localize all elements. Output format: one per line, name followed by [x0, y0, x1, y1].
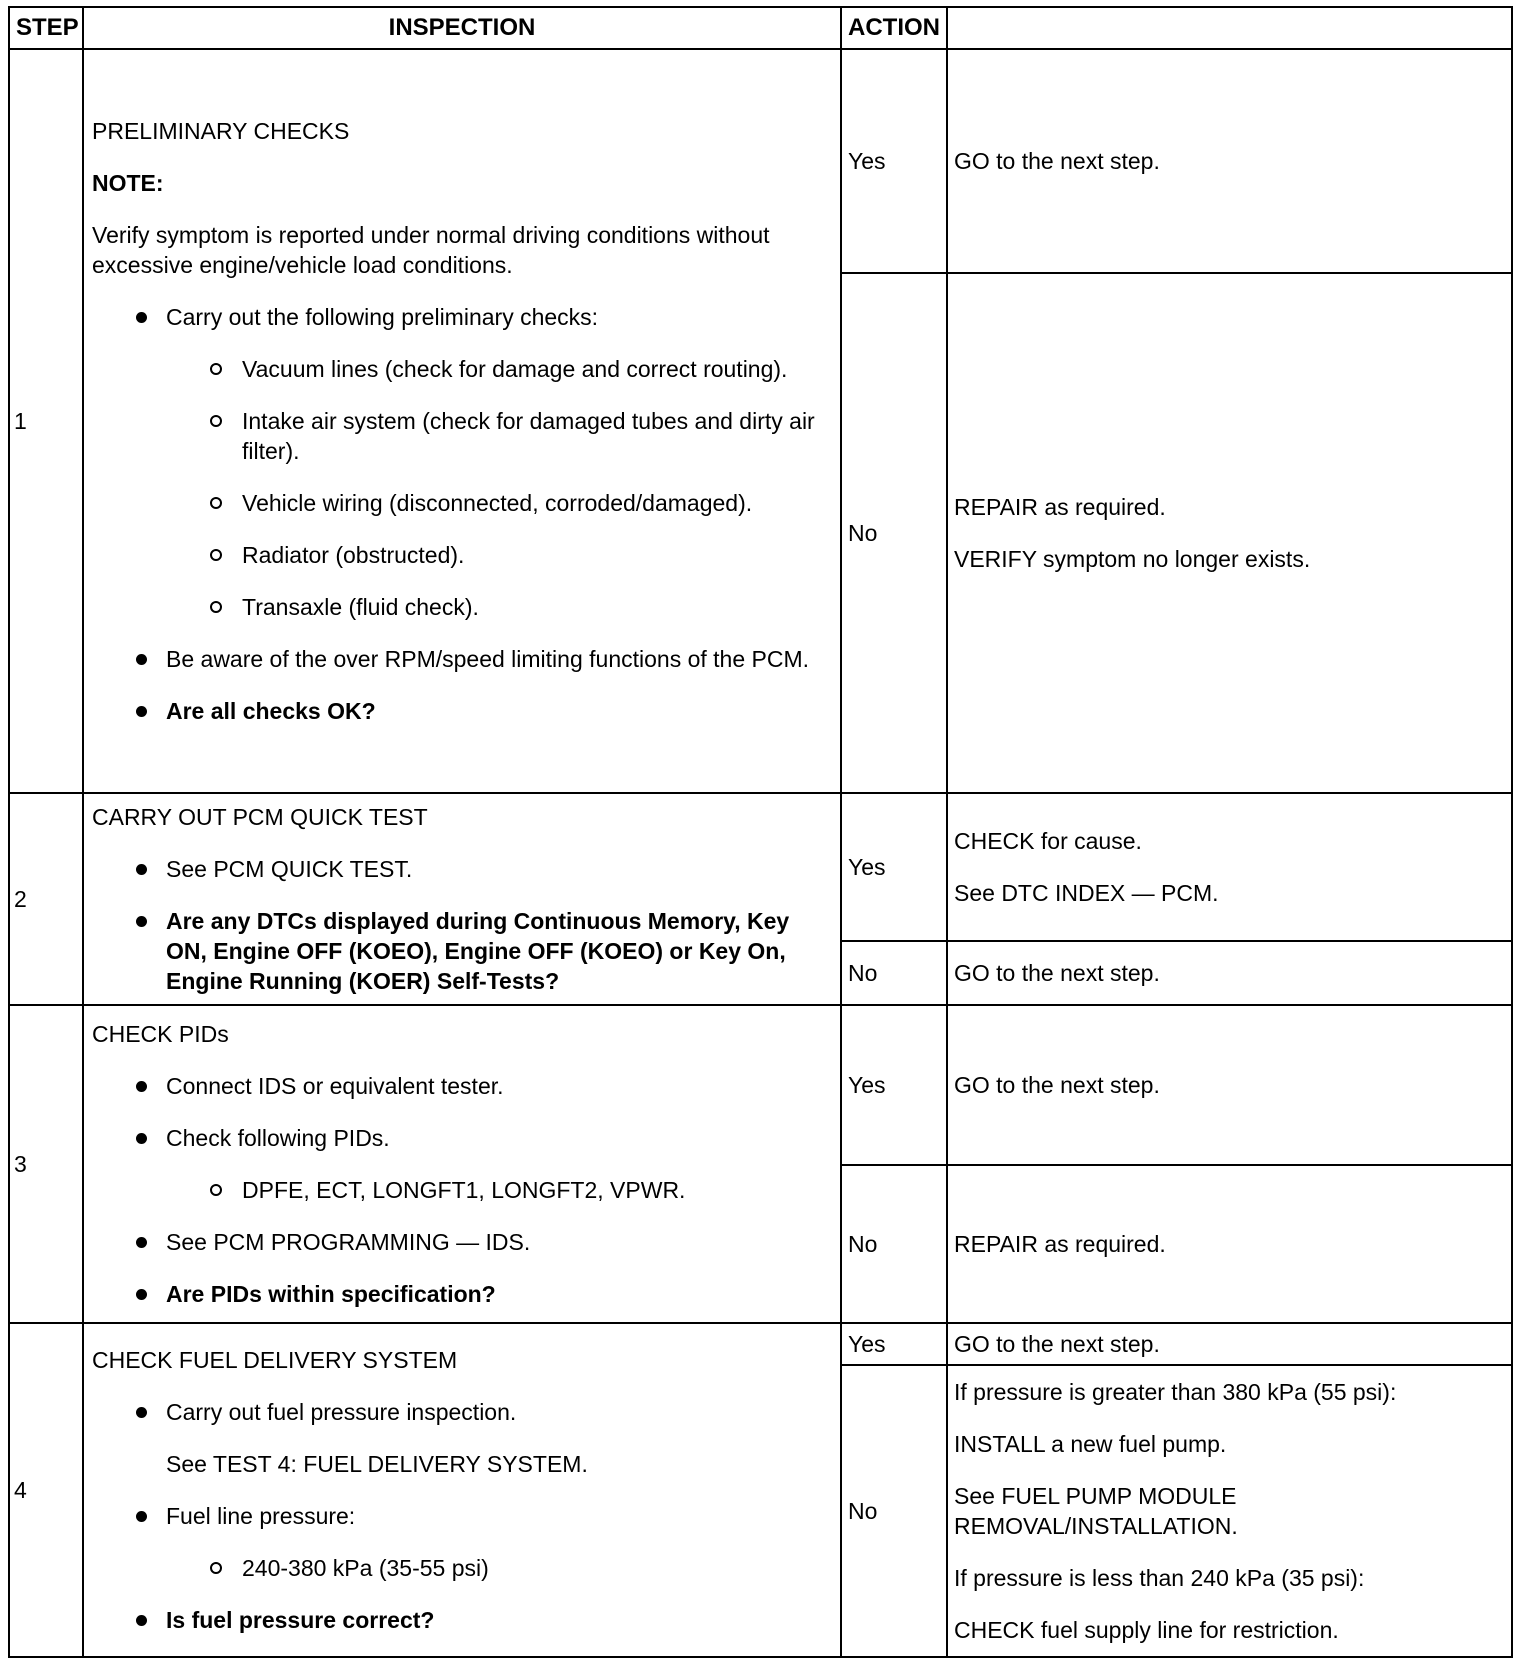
header-step: STEP — [9, 7, 83, 49]
step-1-yes-row — [9, 49, 1512, 273]
step-4-bullet-1-ref: See TEST 4: FUEL DELIVERY SYSTEM. — [166, 1451, 588, 1477]
step-1-no-action-2: VERIFY symptom no longer exists. — [954, 546, 1311, 572]
step-1-note-text: Verify symptom is reported under normal driving conditions without excessive engine/vehicle load conditions. — [92, 222, 770, 278]
step-4-number: 4 — [9, 1323, 83, 1657]
step-2-no-label: No — [841, 941, 947, 1005]
step-3-title: CHECK PIDs — [92, 1021, 229, 1047]
step-4-no-action-3: See FUEL PUMP MODULE REMOVAL/INSTALLATION. — [954, 1483, 1238, 1539]
step-2-inspection — [83, 793, 841, 1005]
step-1-no-label: No — [841, 273, 947, 793]
step-2-no-action: GO to the next step. — [947, 941, 1512, 1005]
step-1-no-action-1: REPAIR as required. — [954, 494, 1166, 520]
step-1-check-2: Intake air system (check for damaged tubes and dirty air filter). — [242, 406, 832, 466]
step-4-bullet-1: Carry out fuel pressure inspection. — [166, 1397, 832, 1427]
step-1-check-3: Vehicle wiring (disconnected, corroded/damaged). — [242, 488, 832, 518]
step-1-note-label: NOTE: — [92, 170, 164, 196]
step-1-number: 1 — [9, 49, 83, 793]
step-3-yes-label: Yes — [841, 1005, 947, 1165]
step-2-yes-label: Yes — [841, 793, 947, 941]
step-4-yes-row — [9, 1323, 1512, 1365]
step-3-no-label: No — [841, 1165, 947, 1323]
step-3-pids: DPFE, ECT, LONGFT1, LONGFT2, VPWR. — [242, 1175, 832, 1205]
step-3-yes-row — [9, 1005, 1512, 1165]
step-3-no-action: REPAIR as required. — [947, 1165, 1512, 1323]
step-4-inspection — [83, 1323, 841, 1657]
header-row — [9, 7, 1512, 49]
step-1-title: PRELIMINARY CHECKS — [92, 118, 350, 144]
step-2-yes-action-1: CHECK for cause. — [954, 828, 1142, 854]
step-4-no-action-5: CHECK fuel supply line for restriction. — [954, 1617, 1339, 1643]
step-4-no-action-4: If pressure is less than 240 kPa (35 psi): — [954, 1565, 1365, 1591]
step-1-bullet-1: Carry out the following preliminary checks: — [166, 302, 832, 332]
step-4-yes-label: Yes — [841, 1323, 947, 1365]
step-4-yes-action: GO to the next step. — [947, 1323, 1512, 1365]
diagnostic-table — [8, 6, 1513, 1658]
step-1-question: Are all checks OK? — [166, 696, 832, 726]
step-2-bullet-1: See PCM QUICK TEST. — [166, 854, 832, 884]
step-1-bullet-2: Be aware of the over RPM/speed limiting functions of the PCM. — [166, 644, 832, 674]
header-inspection: INSPECTION — [83, 7, 841, 49]
step-4-no-action — [947, 1365, 1512, 1657]
step-4-bullet-2: Fuel line pressure: — [166, 1501, 832, 1531]
step-1-check-5: Transaxle (fluid check). — [242, 592, 832, 622]
step-1-yes-label: Yes — [841, 49, 947, 273]
step-1-yes-action: GO to the next step. — [947, 49, 1512, 273]
step-4-no-action-1: If pressure is greater than 380 kPa (55 psi): — [954, 1379, 1397, 1405]
step-3-bullet-1: Connect IDS or equivalent tester. — [166, 1071, 832, 1101]
step-4-no-label: No — [841, 1365, 947, 1657]
step-3-bullet-2: Check following PIDs. — [166, 1123, 832, 1153]
step-4-question: Is fuel pressure correct? — [166, 1605, 832, 1635]
step-2-yes-action — [947, 793, 1512, 941]
step-3-number: 3 — [9, 1005, 83, 1323]
step-3-inspection — [83, 1005, 841, 1323]
step-4-title: CHECK FUEL DELIVERY SYSTEM — [92, 1347, 458, 1373]
step-2-title: CARRY OUT PCM QUICK TEST — [92, 804, 428, 830]
step-1-check-4: Radiator (obstructed). — [242, 540, 832, 570]
step-4-pressure-spec: 240-380 kPa (35-55 psi) — [242, 1553, 832, 1583]
header-action: ACTION — [841, 7, 947, 49]
step-1-check-1: Vacuum lines (check for damage and correct routing). — [242, 354, 832, 384]
step-2-number: 2 — [9, 793, 83, 1005]
step-2-yes-row — [9, 793, 1512, 941]
step-4-no-action-2: INSTALL a new fuel pump. — [954, 1431, 1227, 1457]
step-2-question: Are any DTCs displayed during Continuous Memory, Key ON, Engine OFF (KOEO), Engine OFF (KOEO) or Key On, Engine Running (KOER) Self-Tests? — [166, 906, 832, 996]
step-3-yes-action: GO to the next step. — [947, 1005, 1512, 1165]
header-result — [947, 7, 1512, 49]
step-3-question: Are PIDs within specification? — [166, 1279, 832, 1309]
step-1-inspection — [83, 49, 841, 793]
step-3-bullet-3: See PCM PROGRAMMING — IDS. — [166, 1227, 832, 1257]
step-1-no-action — [947, 273, 1512, 793]
step-2-yes-action-2: See DTC INDEX — PCM. — [954, 880, 1219, 906]
